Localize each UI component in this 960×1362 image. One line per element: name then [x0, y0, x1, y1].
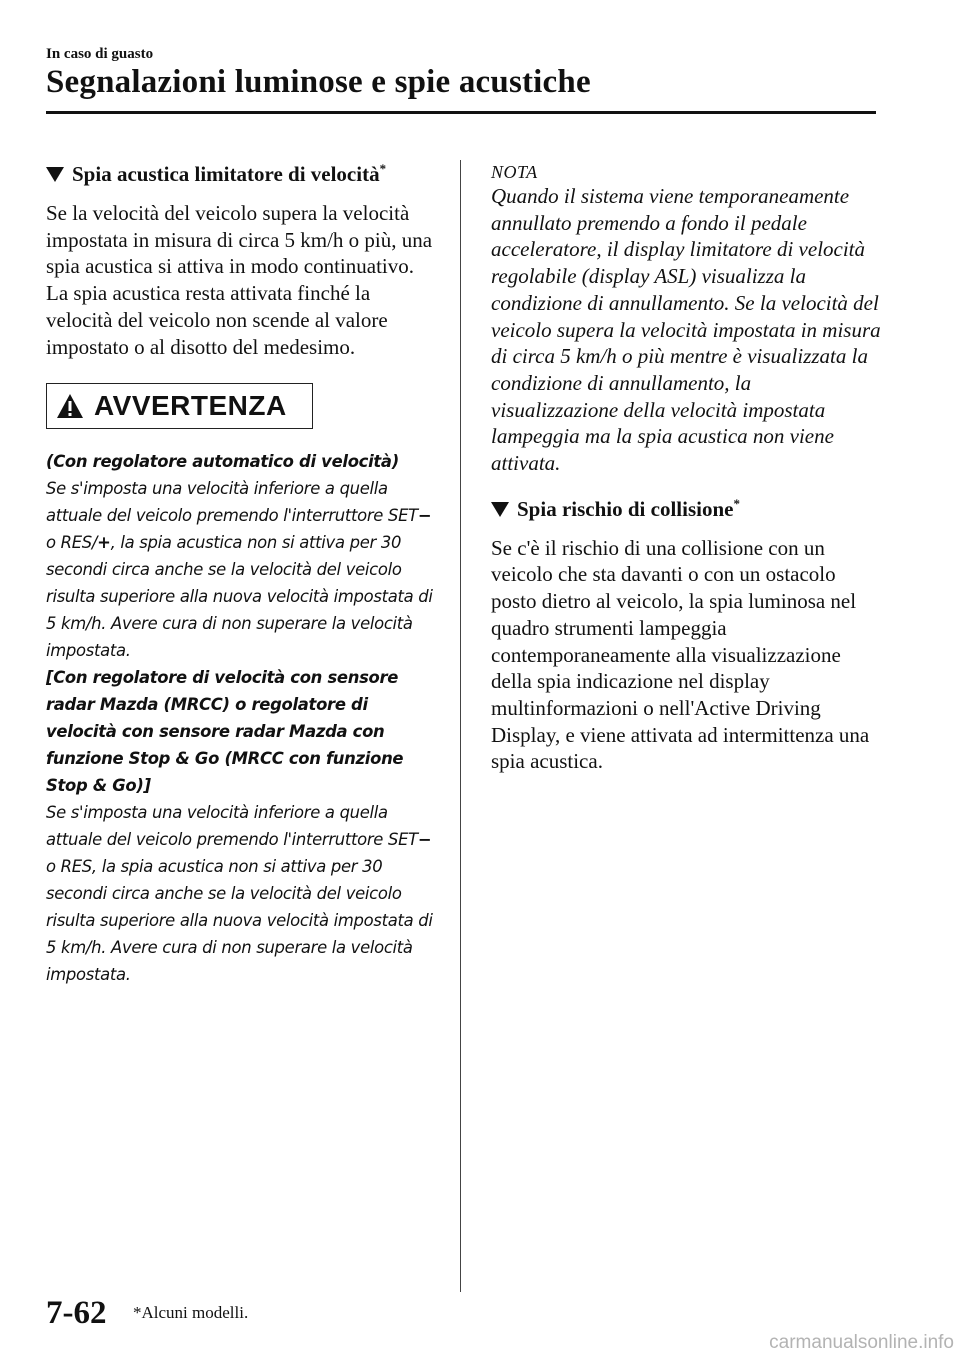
plus-symbol-icon: + — [97, 533, 111, 553]
heading-text: Spia rischio di collisione — [517, 496, 734, 521]
collision-heading — [491, 495, 881, 523]
section-label: In caso di guasto — [46, 46, 154, 62]
warning-p2: Se s'imposta una velocità inferiore a quella attuale del veicolo premendo l'interruttore SET− o RES, la spia acustica non si attiva per 30 secondi circa anche se la velocità del veicolo risulta superiore alla nuova velocità impostata di 5 km/h. Avere cura di non superare la velocità impostata. — [46, 803, 433, 985]
collision-body: Se c'è il rischio di una collisione con un veicolo che sta davanti o con un ostacolo posto dietro al veicolo, la spia luminosa nel quadro strumenti lampeggia contemporaneamente alla visualizzazione della spia indicazione nel display multinformazioni o nell'Active Driving Display, e viene attivata ad intermittenza una spia acustica. — [491, 535, 870, 774]
heading-text: Spia acustica limitatore di velocità — [72, 162, 380, 186]
page-title: Segnalazioni luminose e spie acustiche — [46, 64, 591, 100]
warning-p1: Se s'imposta una velocità inferiore a quella attuale del veicolo premendo l'interruttore SET− o RES/+, la spia acustica non si attiva per 30 secondi circa anche se la velocità del veicolo risulta superiore alla nuova velocità impostata di 5 km/h. Avere cura di non superare la velocità impostata. — [46, 479, 433, 661]
column-divider — [460, 160, 461, 1292]
warning-triangle-icon — [56, 393, 84, 419]
watermark: carmanualsonline.info — [769, 1332, 954, 1353]
right-column — [491, 160, 881, 775]
speed-limiter-body: Se la velocità del veicolo supera la velocità impostata in misura di circa 5 km/h o più, una spia acustica si attiva in modo continuativo. La spia acustica resta attivata finché la velocità del veicolo non scende al valore impostato o al disotto del medesimo. — [46, 201, 433, 359]
left-column — [46, 160, 436, 988]
triangle-bullet-icon — [46, 167, 64, 182]
footnote-mark: * — [733, 495, 740, 511]
warning-banner — [46, 383, 313, 429]
note-title: NOTA — [491, 162, 538, 182]
minus-symbol-icon: − — [417, 830, 432, 850]
header-rule — [46, 111, 876, 114]
note-body: Quando il sistema viene temporaneamente annullato premendo a fondo il pedale acceleratore, il display limitatore di velocità regolabile (display ASL) visualizza la condizione di annullamento. Se la velocità del veicolo supera la velocità impostata in misura di circa 5 km/h o più mentre è visualizzata la condizione di annullamento, la visualizzazione della velocità impostata lampeggia ma la spia acustica non viene attivata. — [491, 184, 881, 476]
footnote: *Alcuni modelli. — [133, 1303, 249, 1322]
minus-symbol-icon: − — [417, 506, 432, 526]
footnote-mark: * — [379, 161, 387, 176]
warning-p1-heading: (Con regolatore automatico di velocità) — [46, 452, 399, 472]
page-number: 7-62 — [46, 1295, 107, 1331]
warning-label: AVVERTENZA — [94, 390, 287, 422]
triangle-bullet-icon — [491, 502, 509, 517]
warning-p2-heading: [Con regolatore di velocità con sensore radar Mazda (MRCC) o regolatore di velocità con sensore radar Mazda con funzione Stop & Go (MRCC con funzione Stop & Go)] — [46, 668, 404, 796]
speed-limiter-heading — [46, 160, 436, 188]
warning-body — [46, 448, 436, 988]
